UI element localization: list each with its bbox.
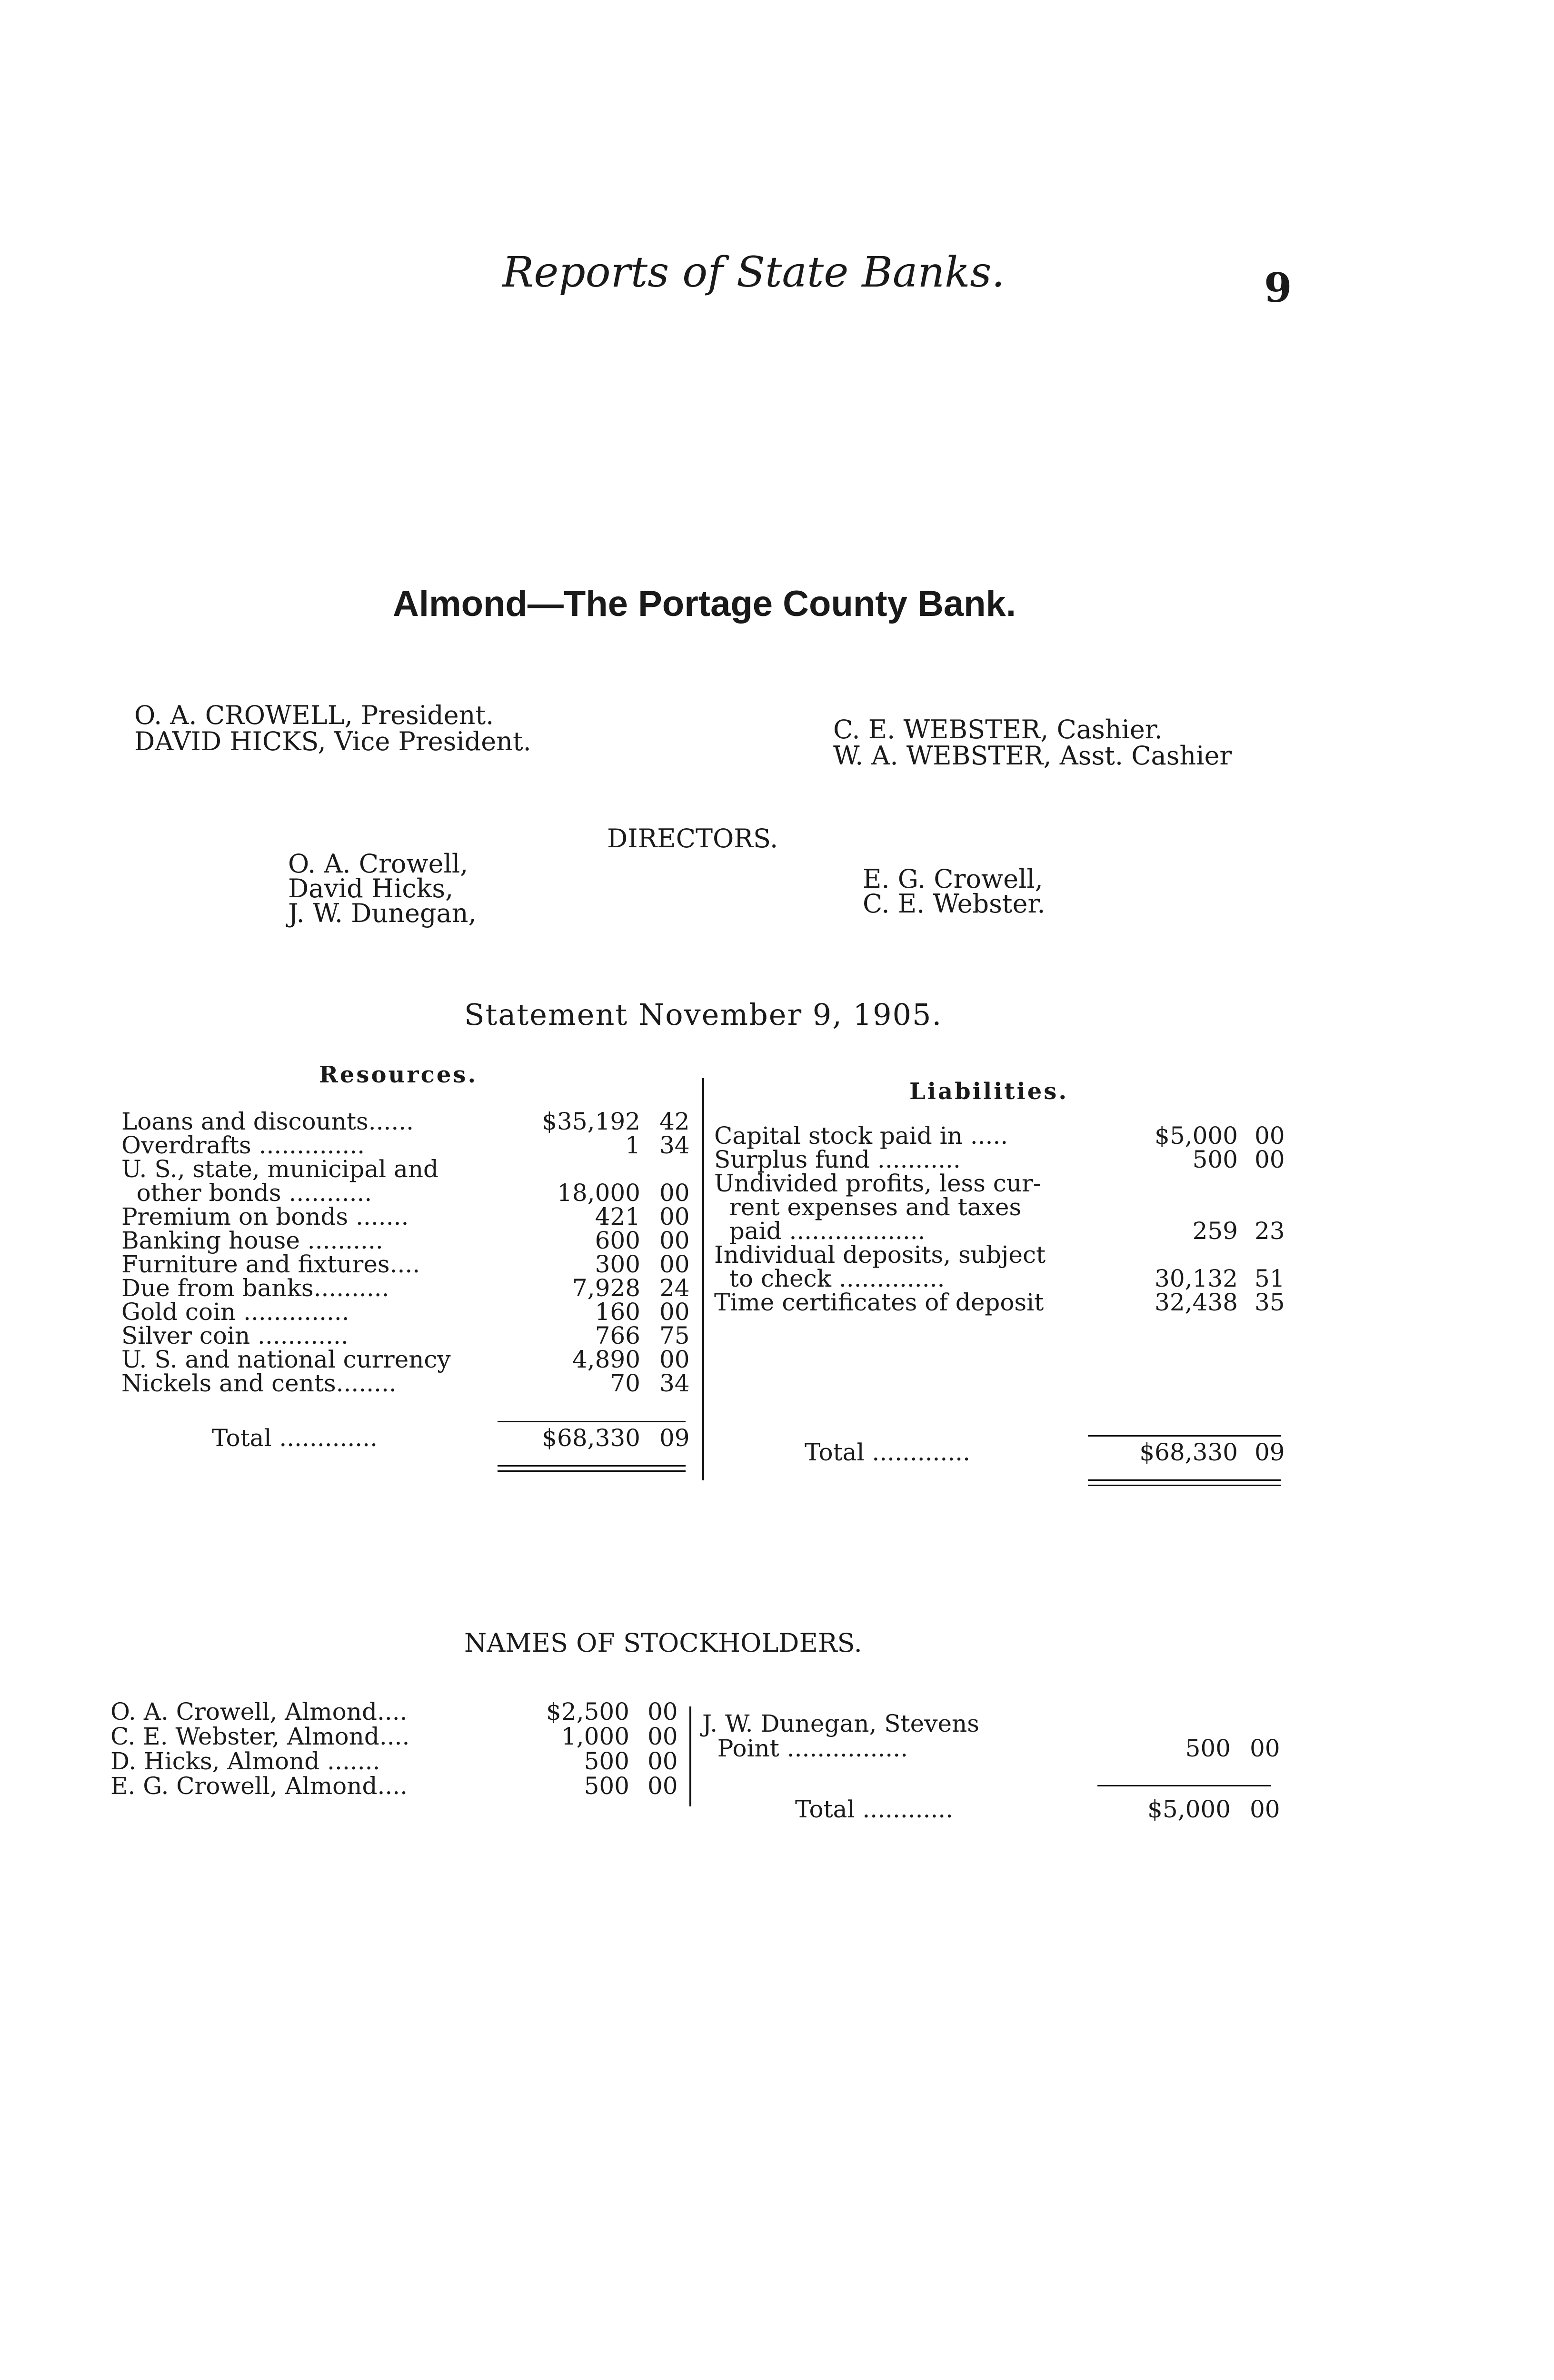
resource-label: Gold coin .............. bbox=[121, 1298, 349, 1326]
running-header-title: Reports of State Banks. bbox=[502, 248, 1005, 297]
liability-label: Surplus fund ........... bbox=[714, 1146, 961, 1173]
liability-label: Undivided profits, less cur- bbox=[714, 1170, 1041, 1197]
stockholder-amount: 500 bbox=[584, 1772, 629, 1800]
resource-cents: 24 bbox=[659, 1274, 690, 1302]
statement-title: Statement November 9, 1905. bbox=[464, 997, 943, 1032]
resource-label: U. S. and national currency bbox=[121, 1346, 451, 1373]
resource-amount: 4,890 bbox=[572, 1346, 640, 1373]
resource-cents: 00 bbox=[659, 1298, 690, 1326]
resource-cents: 75 bbox=[659, 1322, 690, 1349]
stockholder-cents: 00 bbox=[648, 1747, 678, 1775]
liability-amount: 259 bbox=[1192, 1217, 1238, 1245]
stockholder-name: O. A. Crowell, Almond.... bbox=[110, 1698, 408, 1726]
liability-label: rent expenses and taxes bbox=[714, 1193, 1022, 1221]
director-right-1: E. G. Crowell, bbox=[863, 864, 1043, 894]
resource-label: Banking house .......... bbox=[121, 1227, 383, 1254]
resource-amount: 1 bbox=[625, 1131, 640, 1159]
resource-cents: 00 bbox=[659, 1227, 690, 1254]
officer-cashier: C. E. WEBSTER, Cashier. bbox=[833, 714, 1163, 744]
stockholder-amount: $2,500 bbox=[546, 1698, 629, 1726]
stockholder-cents: 00 bbox=[1250, 1735, 1280, 1762]
resources-total-rule bbox=[498, 1421, 686, 1422]
resources-total-label: Total ............. bbox=[212, 1424, 378, 1452]
resource-label: Silver coin ............ bbox=[121, 1322, 349, 1349]
liability-cents: 23 bbox=[1255, 1217, 1285, 1245]
resource-amount: 160 bbox=[595, 1298, 640, 1326]
liability-amount: 30,132 bbox=[1155, 1265, 1238, 1292]
liability-label: to check .............. bbox=[714, 1265, 945, 1292]
stockholders-heading: NAMES OF STOCKHOLDERS. bbox=[464, 1628, 862, 1658]
officer-president: O. A. CROWELL, President. bbox=[134, 700, 494, 730]
resource-amount: 18,000 bbox=[557, 1179, 640, 1207]
liabilities-total-amount: $68,330 bbox=[1139, 1438, 1238, 1466]
liability-amount: $5,000 bbox=[1155, 1122, 1238, 1150]
stockholder-cents: 00 bbox=[648, 1723, 678, 1750]
resource-label: Furniture and fixtures.... bbox=[121, 1250, 420, 1278]
resources-total-cents: 09 bbox=[659, 1424, 690, 1452]
directors-heading: DIRECTORS. bbox=[607, 823, 778, 853]
liabilities-total-double-rule bbox=[1088, 1479, 1281, 1486]
resource-amount: 300 bbox=[595, 1250, 640, 1278]
stockholders-right-list bbox=[702, 1711, 1283, 1768]
liability-amount: 32,438 bbox=[1155, 1289, 1238, 1316]
liability-cents: 51 bbox=[1255, 1265, 1285, 1292]
bank-title: Almond—The Portage County Bank. bbox=[393, 584, 1016, 624]
liability-cents: 35 bbox=[1255, 1289, 1285, 1316]
liability-label: paid .................. bbox=[714, 1217, 926, 1245]
stockholder-name: Point ................ bbox=[702, 1735, 908, 1762]
resources-total-amount: $68,330 bbox=[542, 1424, 640, 1452]
stockholder-name: J. W. Dunegan, Stevens bbox=[702, 1710, 979, 1737]
stockholders-total-label: Total ............ bbox=[795, 1795, 954, 1823]
stockholder-name: E. G. Crowell, Almond.... bbox=[110, 1772, 408, 1800]
resources-list bbox=[121, 1109, 693, 1414]
resource-cents: 00 bbox=[659, 1346, 690, 1373]
liabilities-total-rule bbox=[1088, 1435, 1281, 1437]
page-number: 9 bbox=[1264, 264, 1292, 311]
resource-cents: 34 bbox=[659, 1369, 690, 1397]
stockholder-amount: 1,000 bbox=[561, 1723, 629, 1750]
resource-amount: 421 bbox=[595, 1203, 640, 1230]
resource-label: U. S., state, municipal and bbox=[121, 1155, 439, 1183]
officer-vice-president: DAVID HICKS, Vice President. bbox=[134, 726, 531, 756]
stockholder-name: C. E. Webster, Almond.... bbox=[110, 1723, 410, 1750]
resources-heading: Resources. bbox=[319, 1061, 478, 1088]
liabilities-total-label: Total ............. bbox=[805, 1438, 970, 1466]
resource-amount: 70 bbox=[610, 1369, 640, 1397]
director-left-1: O. A. Crowell, bbox=[288, 849, 468, 879]
resource-label: Due from banks.......... bbox=[121, 1274, 389, 1302]
stockholders-total-amount: $5,000 bbox=[1147, 1795, 1231, 1823]
resource-amount: $35,192 bbox=[542, 1108, 640, 1135]
liability-label: Individual deposits, subject bbox=[714, 1241, 1046, 1269]
stockholder-name: D. Hicks, Almond ....... bbox=[110, 1747, 380, 1775]
resource-amount: 766 bbox=[595, 1322, 640, 1349]
resource-amount: 7,928 bbox=[572, 1274, 640, 1302]
liabilities-total-cents: 09 bbox=[1255, 1438, 1285, 1466]
stockholder-cents: 00 bbox=[648, 1698, 678, 1726]
director-right-2: C. E. Webster. bbox=[863, 889, 1046, 919]
resource-cents: 34 bbox=[659, 1131, 690, 1159]
liability-cents: 00 bbox=[1255, 1122, 1285, 1150]
resource-label: Overdrafts .............. bbox=[121, 1131, 365, 1159]
director-left-2: David Hicks, bbox=[288, 873, 454, 903]
liability-label: Capital stock paid in ..... bbox=[714, 1122, 1008, 1150]
resource-cents: 00 bbox=[659, 1179, 690, 1207]
resource-cents: 00 bbox=[659, 1203, 690, 1230]
stockholders-total-cents: 00 bbox=[1250, 1795, 1280, 1823]
stockholder-cents: 00 bbox=[648, 1772, 678, 1800]
liability-amount: 500 bbox=[1192, 1146, 1238, 1173]
stockholder-amount: 500 bbox=[1185, 1735, 1231, 1762]
stockholders-left-list bbox=[110, 1699, 682, 1804]
resource-label: Premium on bonds ....... bbox=[121, 1203, 409, 1230]
resource-cents: 42 bbox=[659, 1108, 690, 1135]
liabilities-list bbox=[714, 1123, 1290, 1342]
stockholders-total-rule bbox=[1097, 1785, 1271, 1786]
director-left-3: J. W. Dunegan, bbox=[288, 898, 477, 928]
resource-label: Loans and discounts...... bbox=[121, 1108, 414, 1135]
liability-label: Time certificates of deposit bbox=[714, 1289, 1044, 1316]
statement-column-divider bbox=[702, 1078, 704, 1480]
liability-cents: 00 bbox=[1255, 1146, 1285, 1173]
liabilities-heading: Liabilities. bbox=[909, 1078, 1069, 1105]
stockholder-amount: 500 bbox=[584, 1747, 629, 1775]
resource-cents: 00 bbox=[659, 1250, 690, 1278]
stockholders-column-divider bbox=[689, 1706, 691, 1806]
resources-total-double-rule bbox=[498, 1465, 686, 1472]
resource-label: other bonds ........... bbox=[121, 1179, 372, 1207]
resource-amount: 600 bbox=[595, 1227, 640, 1254]
resource-label: Nickels and cents........ bbox=[121, 1369, 397, 1397]
officer-asst-cashier: W. A. WEBSTER, Asst. Cashier bbox=[833, 741, 1232, 771]
